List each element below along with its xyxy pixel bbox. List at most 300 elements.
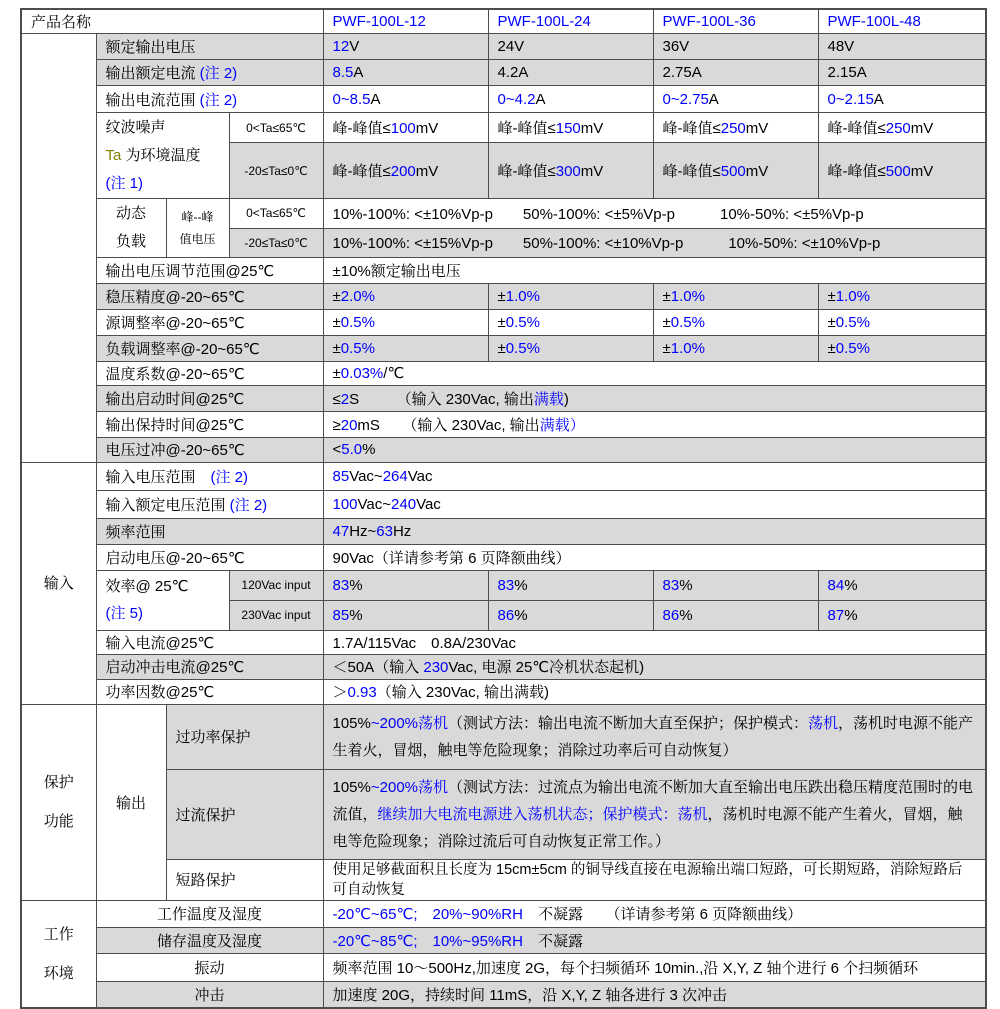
text: 峰-峰值≤: [827, 120, 886, 138]
inrush-current: [21, 654, 986, 679]
row-label: [96, 34, 323, 60]
highlighted-text: 500: [720, 163, 746, 181]
shock: [21, 981, 986, 1008]
text: 功率因数@25℃: [105, 684, 215, 702]
spec-value: [323, 257, 986, 283]
spec-value: [818, 283, 986, 309]
text: 储存温度及湿度: [156, 932, 262, 950]
row-label: [96, 518, 323, 544]
text: 峰-峰值≤: [662, 120, 721, 138]
spec-value: [653, 60, 818, 86]
text: 过功率保护: [175, 729, 251, 747]
spec-value: [323, 518, 986, 544]
power-factor: [21, 679, 986, 704]
spec-value: [488, 113, 653, 143]
text: 105%: [332, 778, 371, 796]
text: （测试方法：输出电流不断加大直至保护；保护模式：: [448, 714, 809, 732]
highlighted-text: 86: [497, 606, 515, 624]
highlighted-text: (注 2): [199, 91, 238, 109]
highlighted-text: 85: [332, 606, 350, 624]
text: Vac: [407, 467, 433, 485]
row-label: [96, 199, 166, 258]
text: Hz: [392, 522, 412, 540]
text: 峰-峰值≤: [332, 163, 391, 181]
text: 稳压精度@-20~65℃: [105, 288, 245, 306]
highlighted-text: (注 2): [199, 65, 238, 82]
text: %: [844, 606, 858, 624]
spec-value: [653, 113, 818, 143]
text: 2.15A: [827, 64, 867, 81]
text: ，荡机时电源不能产生着火，冒烟，触电等危险现象；消除过功率后可自动恢复）: [332, 714, 974, 759]
spec-value: [323, 309, 488, 335]
highlighted-text: 满载: [533, 390, 564, 408]
highlighted-text: 150: [555, 120, 581, 138]
spec-value: [488, 309, 653, 335]
highlighted-text: 20: [340, 416, 358, 434]
spec-value: [323, 462, 986, 490]
highlighted-text: 0.5%: [340, 313, 375, 331]
highlighted-text: 0.5%: [505, 339, 540, 357]
working-temp-humidity: [21, 900, 986, 927]
spec-value: [818, 86, 986, 113]
output-current-range: [21, 86, 986, 113]
text: 0<Ta≤65℃: [246, 206, 306, 221]
text: 48V: [827, 38, 855, 55]
spec-value: [323, 86, 488, 113]
spec-value: [323, 490, 986, 518]
highlighted-text: 200: [390, 163, 416, 181]
spec-value: [488, 283, 653, 309]
spec-value: [653, 600, 818, 630]
row-label: [96, 679, 323, 704]
highlighted-text: 2: [340, 390, 350, 408]
text: ≤: [332, 390, 341, 408]
text: 0<Ta≤65℃: [246, 120, 306, 135]
spec-value: [323, 113, 488, 143]
text: 纹波噪声: [105, 119, 166, 136]
text: ±: [662, 313, 671, 331]
text: 源调整率@-20~65℃: [105, 314, 245, 332]
text: 频率范围 10～500Hz,加速度 2G，每个扫频循环 10min.,沿 X,Y, Z 轴个进行 6 个扫频循环: [332, 959, 919, 977]
text: mV: [415, 163, 439, 181]
row-label: [96, 570, 229, 630]
row-label: [96, 630, 323, 654]
condition-label: [229, 113, 323, 143]
spec-value: [323, 981, 986, 1008]
highlighted-text: 85: [332, 467, 350, 485]
text: %: [679, 576, 693, 594]
spec-value: [323, 927, 986, 953]
row-label: [96, 283, 323, 309]
highlighted-text: ~200%荡机: [370, 714, 448, 732]
text: ＞: [332, 684, 348, 702]
column-header-model-36: [653, 9, 818, 34]
text: （输入 230Vac, 输出满载): [376, 684, 549, 702]
spec-value: [818, 60, 986, 86]
text: 不凝露: [522, 932, 583, 950]
text: 振动: [194, 959, 225, 977]
spec-value: [818, 570, 986, 600]
spec-value: [323, 600, 488, 630]
highlighted-text: -20℃~65℃; 20%~90%RH: [332, 906, 523, 924]
highlighted-text: (注 1): [105, 174, 144, 192]
spec-value: [653, 86, 818, 113]
text: 冲击: [194, 987, 225, 1004]
text: 使用足够截面积且长度为 15cm±5cm 的铜导线直接在电源输出端口短路，可长期短路，消除短路后可自动恢复: [332, 861, 963, 898]
ripple-noise-high-temp: [21, 113, 986, 143]
highlighted-text: 8.5: [332, 64, 354, 81]
text: %: [514, 576, 528, 594]
label-line: [31, 763, 87, 802]
over-power-protection: [21, 704, 986, 769]
over-current-protection: [21, 769, 986, 859]
text: （测试方法：过流点为输出电流不断加大直至输出电压跌出稳压精度范围时的电流值，: [332, 778, 974, 823]
highlighted-text: 0.5%: [340, 339, 375, 357]
row-label: [96, 654, 323, 679]
spec-value: [653, 335, 818, 361]
text: ±: [497, 313, 506, 331]
line-regulation: [21, 309, 986, 335]
storage-temp-humidity: [21, 927, 986, 953]
spec-value: [818, 143, 986, 199]
temp-coefficient: [21, 361, 986, 385]
row-label: [96, 544, 323, 570]
row-label: [96, 927, 323, 953]
text: mV: [910, 120, 934, 138]
text: 产品名称: [31, 14, 92, 31]
input-rated-voltage-range: [21, 490, 986, 518]
highlighted-text: 83: [662, 576, 680, 594]
spec-table: [20, 8, 987, 1009]
column-header-model-24: [488, 9, 653, 34]
text: ): [563, 390, 569, 408]
row-label: [166, 769, 323, 859]
row-label: [96, 60, 323, 86]
highlighted-text: 0.03%: [340, 365, 384, 383]
text: 功能: [43, 813, 74, 831]
text: 输出启动时间@25℃: [105, 390, 245, 408]
label-line: [106, 228, 157, 256]
row-label: [96, 257, 323, 283]
column-header-model-12: [323, 9, 488, 34]
spec-value: [653, 309, 818, 335]
text: A: [708, 90, 719, 108]
highlighted-text: 500: [885, 163, 911, 181]
label-line: [106, 573, 220, 601]
highlighted-text: 0.5%: [670, 313, 705, 331]
text: 环境: [43, 965, 74, 982]
text: 工作: [43, 926, 74, 943]
text: 输入额定电压范围: [105, 496, 230, 514]
text: %: [679, 606, 693, 624]
spec-value: [818, 113, 986, 143]
spec-value: [323, 228, 986, 257]
text: 120Vac input: [241, 578, 311, 593]
text: %: [844, 576, 858, 594]
text: %: [349, 576, 363, 594]
text: A: [873, 90, 884, 108]
highlighted-text: 1.0%: [835, 287, 870, 305]
row-label: [96, 86, 323, 113]
startup-voltage: [21, 544, 986, 570]
text: 输入: [43, 574, 74, 592]
text: Vac: [416, 495, 441, 513]
text: mV: [415, 120, 439, 138]
highlighted-text: 满载）: [539, 416, 585, 434]
highlighted-text: 250: [885, 120, 911, 138]
label-line: [176, 228, 220, 250]
text: V: [349, 38, 360, 55]
spec-value: [488, 143, 653, 199]
efficiency-120vac: [21, 570, 986, 600]
input-current: [21, 630, 986, 654]
condition-label: [229, 199, 323, 228]
text: ±: [662, 287, 671, 305]
output-voltage-adjust-range: [21, 257, 986, 283]
text: 峰-峰值≤: [827, 163, 886, 181]
spec-value: [323, 385, 986, 411]
highlighted-text: 83: [497, 576, 515, 594]
highlighted-text: 240: [391, 495, 417, 513]
highlighted-text: 0~2.75: [662, 90, 709, 108]
highlighted-text: 100: [332, 495, 358, 513]
text: -20≤Ta≤0℃: [244, 163, 308, 178]
text: 输出电流范围: [105, 91, 200, 109]
voltage-overshoot: [21, 437, 986, 462]
label-line: [106, 114, 220, 142]
row-label: [96, 437, 323, 462]
text: 输入电压范围: [105, 468, 211, 486]
spec-value: [323, 361, 986, 385]
text: mS （输入 230Vac, 输出: [357, 416, 540, 434]
label-line: [106, 600, 220, 628]
text: 10%-100%: <±10%Vp-p 50%-100%: <±5%Vp-p 10%-50%: <±5%Vp-p: [332, 205, 864, 223]
text: 效率@ 25℃: [105, 577, 189, 595]
spec-value: [323, 60, 488, 86]
section-label-input: [21, 462, 96, 704]
text: 输出保持时间@25℃: [105, 416, 245, 434]
text: /℃: [383, 365, 405, 383]
section-label-protection: [21, 704, 96, 900]
highlighted-text: 12: [332, 38, 350, 55]
text: mV: [580, 163, 604, 181]
row-label: [96, 900, 323, 927]
highlighted-text: 0~4.2: [497, 90, 536, 108]
voltage-regulation: [21, 283, 986, 309]
text: Vac, 电源 25℃冷机状态起机): [448, 659, 645, 677]
text: A: [535, 90, 546, 108]
header-row: [21, 9, 986, 34]
load-regulation: [21, 335, 986, 361]
text: ±: [827, 313, 836, 331]
text: Vac~: [357, 495, 392, 513]
highlighted-text: 0.5%: [835, 339, 870, 357]
spec-value: [488, 60, 653, 86]
highlighted-text: 87: [827, 606, 845, 624]
row-label: [96, 462, 323, 490]
highlighted-text: 100: [390, 120, 416, 138]
row-label: [96, 335, 323, 361]
text: ≥: [332, 416, 341, 434]
text: %: [349, 606, 363, 624]
rated-output-current: [21, 60, 986, 86]
text: 加速度 20G，持续时间 11mS，沿 X,Y, Z 轴各进行 3 次冲击: [332, 987, 728, 1004]
highlighted-text: 1.0%: [670, 339, 705, 357]
text: A: [353, 64, 364, 81]
text: Vac~: [349, 467, 383, 485]
label-line: [31, 802, 87, 841]
spec-value: [818, 34, 986, 60]
row-label: [96, 309, 323, 335]
frequency-range: [21, 518, 986, 544]
highlighted-text: (注 2): [210, 468, 249, 486]
highlighted-text: 47: [332, 522, 350, 540]
highlighted-text: 2.0%: [340, 287, 375, 305]
text: 过流保护: [175, 806, 236, 824]
highlighted-text: PWF-100L-36: [662, 13, 756, 30]
text: 2.75A: [662, 64, 702, 81]
text: ±: [332, 365, 341, 383]
row-label: [96, 361, 323, 385]
text: mV: [745, 163, 769, 181]
highlighted-text: 264: [382, 467, 408, 485]
spec-value: [323, 630, 986, 654]
highlighted-text: PWF-100L-48: [827, 13, 921, 30]
spec-value: [818, 335, 986, 361]
spec-value: [323, 704, 986, 769]
column-header-model-48: [818, 9, 986, 34]
highlighted-text: 0.93: [347, 684, 377, 702]
spec-value: [323, 654, 986, 679]
row-label: [96, 113, 229, 199]
condition-label: [229, 570, 323, 600]
spec-value: [818, 309, 986, 335]
text: %: [362, 441, 376, 459]
text: 为环境温度: [121, 146, 201, 164]
highlighted-text: 荡机: [808, 714, 839, 732]
spec-value: [488, 570, 653, 600]
text: mV: [910, 163, 934, 181]
text: 负载调整率@-20~65℃: [105, 340, 260, 358]
row-label: [166, 199, 229, 258]
text: 36V: [662, 38, 690, 55]
text: 值电压: [179, 232, 216, 246]
spec-value: [323, 570, 488, 600]
row-label: [96, 953, 323, 981]
highlighted-text: ~200%荡机: [370, 778, 448, 796]
highlighted-text: 5.0: [341, 441, 363, 459]
text: -20≤Ta≤0℃: [244, 235, 308, 250]
spec-value: [323, 335, 488, 361]
highlighted-text: 230: [423, 659, 449, 677]
text: ±: [662, 339, 671, 357]
text: 峰-峰值≤: [662, 163, 721, 181]
spec-value: [488, 600, 653, 630]
text: <: [332, 441, 342, 459]
spec-value: [488, 86, 653, 113]
section-label-environment: [21, 900, 96, 1008]
row-label: [96, 411, 323, 437]
spec-value: [323, 411, 986, 437]
text: 工作温度及湿度: [156, 906, 262, 924]
text: ±10%额定输出电压: [332, 262, 461, 280]
highlighted-text: 继续加大电流电源进入荡机状态；保护模式：荡机: [377, 805, 708, 823]
text: 短路保护: [175, 872, 236, 890]
highlighted-text: 300: [555, 163, 581, 181]
spec-value: [323, 900, 986, 927]
rated-output-voltage: [21, 34, 986, 60]
spec-value: [323, 953, 986, 981]
spec-value: [323, 199, 986, 228]
text: 230Vac input: [241, 608, 311, 623]
dynamic-load-high-temp: [21, 199, 986, 228]
text: 输出: [115, 794, 146, 812]
spec-value: [323, 437, 986, 462]
text: S （输入 230Vac, 输出: [349, 390, 534, 408]
highlighted-text: PWF-100L-12: [332, 13, 426, 30]
output-startup-time: [21, 385, 986, 411]
text: 90Vac（详请参考第 6 页降额曲线）: [332, 549, 571, 567]
text: mV: [580, 120, 604, 138]
label-line: [106, 142, 220, 170]
section-label-output: [96, 704, 166, 900]
highlighted-text: 0~8.5: [332, 90, 371, 108]
text: ±: [497, 339, 506, 357]
text: ±: [497, 287, 506, 305]
spec-value: [323, 679, 986, 704]
spec-value: [323, 283, 488, 309]
text: Hz~: [349, 522, 377, 540]
highlighted-text: 84: [827, 576, 845, 594]
text: A: [370, 90, 381, 108]
spec-value: [323, 544, 986, 570]
highlighted-text: 0.5%: [505, 313, 540, 331]
label-line: [176, 206, 220, 228]
spec-value: [818, 600, 986, 630]
note-text: Ta: [105, 146, 122, 164]
spec-value: [653, 283, 818, 309]
text: mV: [745, 120, 769, 138]
text: 输出电压调节范围@25℃: [105, 262, 275, 280]
text: 电压过冲@-20~65℃: [105, 442, 245, 460]
text: 4.2A: [497, 64, 529, 81]
text: 峰-峰值≤: [497, 163, 556, 181]
output-hold-time: [21, 411, 986, 437]
vibration: [21, 953, 986, 981]
text: 1.7A/115Vac 0.8A/230Vac: [332, 634, 516, 652]
spec-value: [323, 143, 488, 199]
label-line: [31, 954, 87, 993]
spec-value: [488, 34, 653, 60]
spec-value: [488, 335, 653, 361]
text: 启动冲击电流@25℃: [105, 659, 245, 677]
highlighted-text: 63: [376, 522, 393, 540]
text: 105%: [332, 714, 371, 732]
spec-value: [323, 34, 488, 60]
text: ±: [332, 287, 341, 305]
label-line: [106, 200, 157, 228]
highlighted-text: 0~2.15: [827, 90, 874, 108]
text: 不凝露 （详请参考第 6 页降额曲线）: [522, 906, 803, 924]
text: 24V: [497, 38, 525, 55]
highlighted-text: 1.0%: [505, 287, 540, 305]
highlighted-text: 83: [332, 576, 350, 594]
spec-value: [653, 570, 818, 600]
text: 额定输出电压: [105, 39, 196, 56]
text: ，荡机时电源不能产生着火，冒烟，触电等危险现象；消除过流后可自动恢复正常工作。）: [332, 805, 963, 850]
highlighted-text: 250: [720, 120, 746, 138]
condition-label: [229, 143, 323, 199]
